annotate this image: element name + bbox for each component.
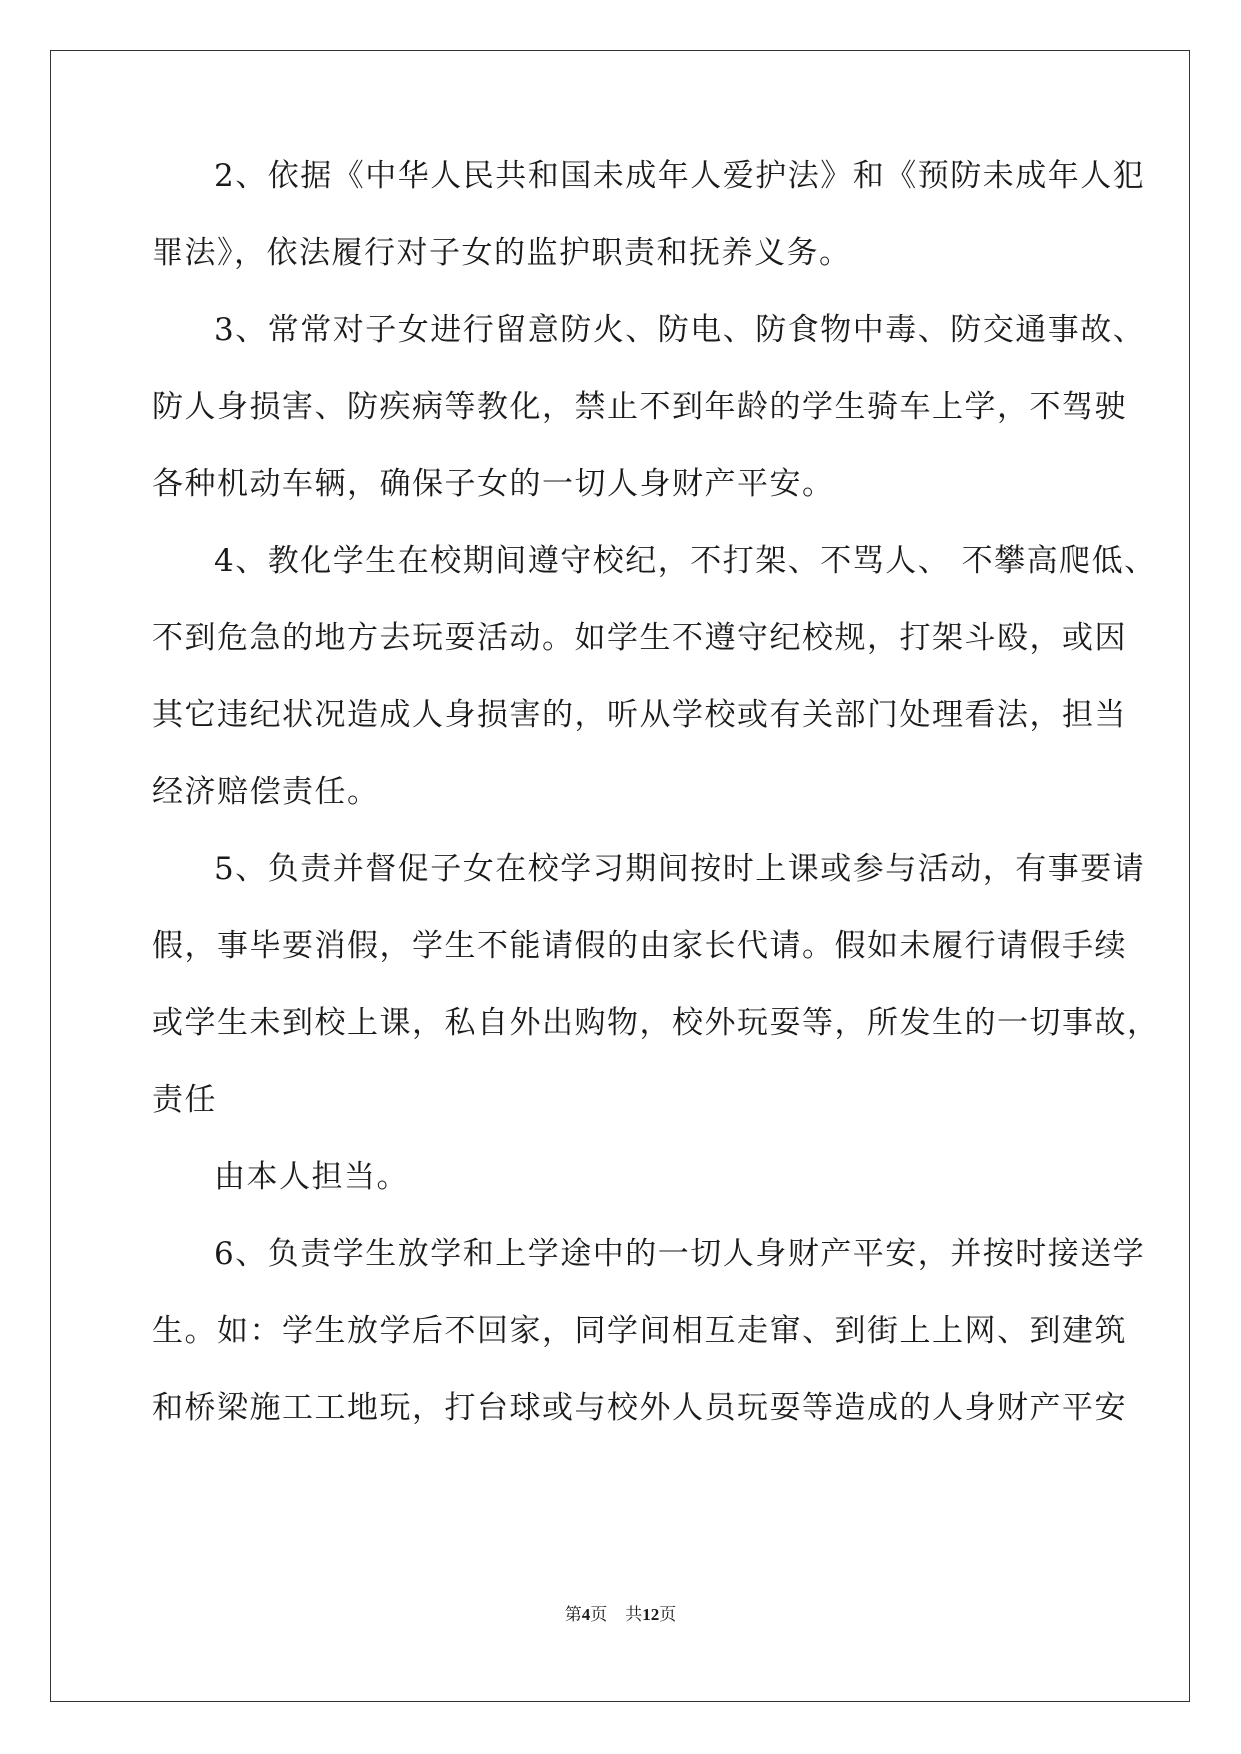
paragraph-6-line-1: 6、负责学生放学和上学途中的一切人身财产平安，并按时接送学 (214, 1236, 1146, 1272)
paragraph-2-line-2: 罪法》，依法履行对子女的监护职责和抚养义务。 (152, 235, 852, 271)
paragraph-3-line-3: 各种机动车辆，确保子女的一切人身财产平安。 (152, 466, 835, 502)
paragraph-continuation-line-1: 由本人担当。 (214, 1159, 409, 1195)
total-prefix: 共 (625, 1605, 643, 1624)
page-total-number: 12 (642, 1605, 660, 1624)
paragraph-6-line-2: 生。如：学生放学后不回家，同学间相互走窜、到街上上网、到建筑 (152, 1313, 1127, 1349)
total-suffix: 页 (659, 1605, 677, 1624)
paragraph-4-line-4: 经济赔偿责任。 (152, 774, 380, 810)
paragraph-3-line-2: 防人身损害、防疾病等教化，禁止不到年龄的学生骑车上学，不驾驶 (152, 389, 1127, 425)
paragraph-5-line-2: 假，事毕要消假，学生不能请假的由家长代请。假如未履行请假手续 (152, 928, 1127, 964)
paragraph-6-line-3: 和桥梁施工工地玩，打台球或与校外人员玩耍等造成的人身财产平安 (152, 1390, 1127, 1426)
paragraph-5-line-1: 5、负责并督促子女在校学习期间按时上课或参与活动，有事要请 (214, 851, 1146, 887)
paragraph-4-line-1: 4、教化学生在校期间遵守校纪，不打架、不骂人、 不攀高爬低、 (214, 543, 1157, 579)
page-suffix: 页 (590, 1605, 608, 1624)
page-footer (0, 1603, 1241, 1627)
paragraph-5-line-3: 或学生未到校上课，私自外出购物，校外玩耍等，所发生的一切事故， (152, 1005, 1160, 1041)
paragraph-4-line-3: 其它违纪状况造成人身损害的，听从学校或有关部门处理看法，担当 (152, 697, 1127, 733)
paragraph-5-line-4: 责任 (152, 1082, 217, 1118)
paragraph-4-line-2: 不到危急的地方去玩耍活动。如学生不遵守纪校规，打架斗殴，或因 (152, 620, 1127, 656)
paragraph-2-line-1: 2、依据《中华人民共和国未成年人爱护法》和《预防未成年人犯 (214, 158, 1146, 194)
page-prefix: 第 (564, 1605, 582, 1624)
page-current-number: 4 (581, 1605, 591, 1624)
paragraph-3-line-1: 3、常常对子女进行留意防火、防电、防食物中毒、防交通事故、 (214, 312, 1146, 348)
